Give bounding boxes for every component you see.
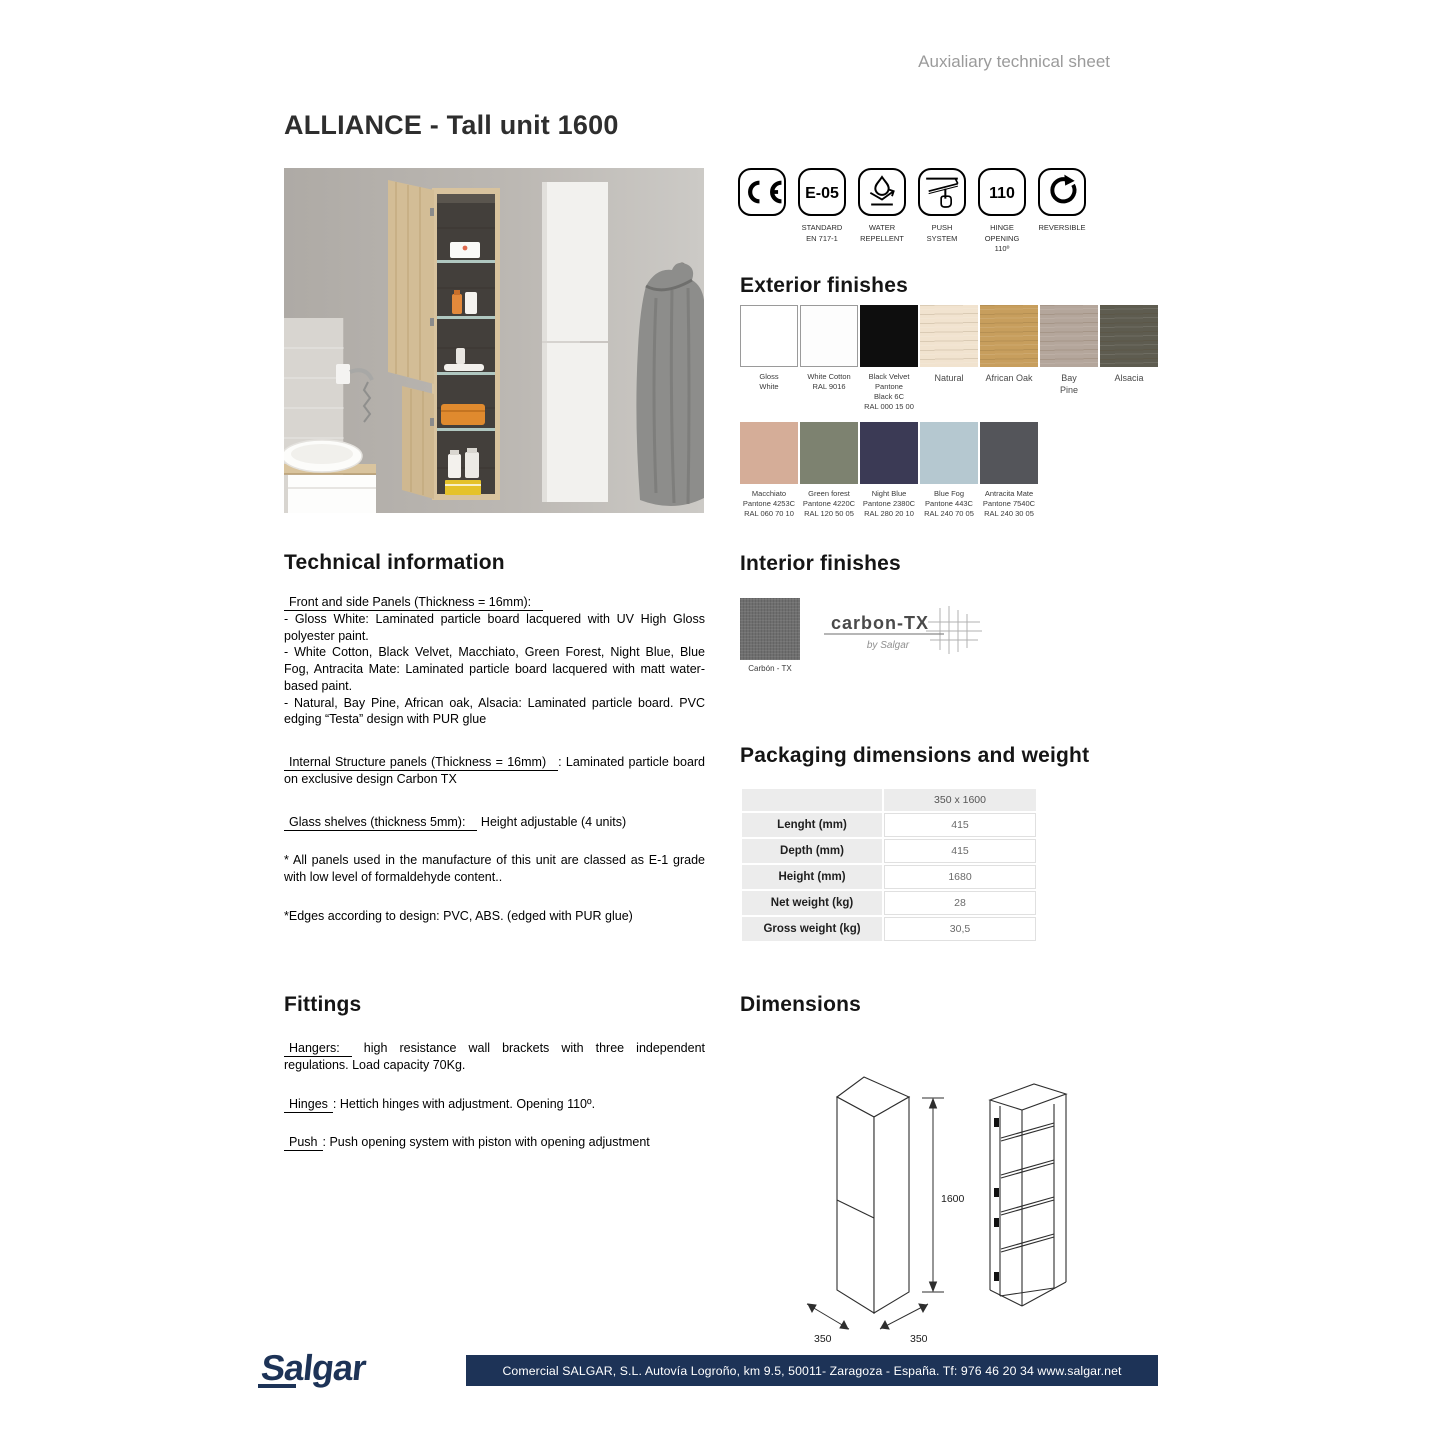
exterior-finishes-row2 [740, 422, 1038, 519]
fittings-body: Hangers: high resistance wall brackets with three independent regulations. Load capacity 70Kg. Hinges : Hettich hinges with adjustment. Opening 110º. Push : Push opening system with piston with opening adjustment [284, 1041, 705, 1150]
underlined-subheading: Front and side Panels (Thickness = 16mm): [284, 595, 543, 611]
finish-black-velvet: Black Velvet Pantone Black 6C RAL 000 15 00 [860, 305, 918, 413]
reversible-arrow-icon [1043, 173, 1081, 211]
dimensions-heading: Dimensions [740, 993, 862, 1016]
sheet-type-label: Auxialiary technical sheet [918, 52, 1110, 71]
finish-swatch [800, 305, 858, 367]
badge-reversible [1038, 168, 1086, 255]
badge-label: HINGE OPENING 110º [984, 223, 1020, 253]
finish-african-oak: African Oak [980, 305, 1038, 413]
badge-label: REVERSIBLE [1038, 223, 1086, 232]
technical-information-body: Front and side Panels (Thickness = 16mm): - Gloss White: Laminated particle board lacquered with UV High Gloss polyester paint. - White Cotton, Black Velvet, Macchiato, Green Forest, Night Blue, Blue Fog, Antracita Mate: Laminated particle board lacquered with matt water-based paint. - Natural, Bay Pine, African oak, Alsacia: Laminated particle board. PVC edging “Testa” design with PUR glue Internal Structure panels (Thickness = 16mm) : Laminated particle board on exclusive design Carbon TX Glass shelves (thickness 5mm): Height adjustable (4 units) * All panels used in the manufacture of this unit are classed as E-1 grade with low level of formaldehyde content.. *Edges according to design: PVC, ABS. (edged with PUR glue) [284, 595, 706, 923]
carbon-tx-label: Carbón - TX [748, 664, 792, 673]
exterior-finishes-heading: Exterior finishes [740, 274, 908, 297]
ce-mark-icon [740, 174, 784, 210]
row-label: Net weight (kg) [742, 891, 882, 915]
row-value: 1680 [884, 865, 1036, 889]
table-corner-cell [742, 789, 882, 811]
footer-address-bar [466, 1355, 1158, 1386]
badge-label: PUSH SYSTEM [926, 223, 958, 243]
svg-text:350: 350 [814, 1333, 832, 1345]
row-value: 415 [884, 813, 1036, 837]
underlined-subheading: Glass shelves (thickness 5mm): [284, 815, 477, 831]
interior-finishes-heading: Interior finishes [740, 552, 901, 575]
svg-text:350: 350 [910, 1333, 928, 1345]
svg-text:110: 110 [989, 185, 1015, 202]
packaging-table [740, 787, 1038, 943]
finish-blue-fog: Blue Fog Pantone 443C RAL 240 70 05 [920, 422, 978, 519]
e05-icon [801, 180, 843, 204]
finish-green-forest: Green forest Pantone 4220C RAL 120 50 05 [800, 422, 858, 519]
badge-water-repellent [858, 168, 906, 255]
finish-swatch [860, 422, 918, 484]
table-header-row [742, 789, 1036, 811]
salgar-logo [250, 1342, 410, 1394]
svg-text:carbon-TX: carbon-TX [830, 613, 930, 633]
svg-text:Salgar: Salgar [259, 1347, 368, 1388]
footer-address-text: Comercial SALGAR, S.L. Autovía Logroño, km 9.5, 50011- Zaragoza - España. Tf: 976 46 20 34 www.salgar.net [502, 1363, 1122, 1378]
table-row [742, 917, 1036, 941]
finish-natural: Natural [920, 305, 978, 413]
finish-white-cotton: White Cotton RAL 9016 [800, 305, 858, 413]
finish-swatch [740, 305, 798, 367]
badge-hinge-opening [978, 168, 1026, 255]
badge-ce [738, 168, 786, 255]
finish-swatch [1100, 305, 1158, 367]
wood-cabinet [388, 180, 500, 500]
finish-swatch [980, 422, 1038, 484]
row-label: Gross weight (kg) [742, 917, 882, 941]
packaging-heading: Packaging dimensions and weight [740, 744, 1090, 767]
exterior-finishes-row1 [740, 305, 1158, 413]
underlined-subheading: Hangers: [284, 1041, 352, 1057]
certification-badges [738, 168, 1086, 255]
row-label: Lenght (mm) [742, 813, 882, 837]
finish-swatch [980, 305, 1038, 367]
underlined-subheading: Hinges [284, 1097, 333, 1113]
white-cabinet [542, 182, 608, 502]
underlined-subheading: Internal Structure panels (Thickness = 16mm) [284, 755, 558, 771]
hinge-110-icon [981, 180, 1023, 204]
table-row [742, 813, 1036, 837]
finish-bay-pine: Bay Pine [1040, 305, 1098, 413]
finish-swatch [740, 422, 798, 484]
finish-swatch [1040, 305, 1098, 367]
table-row [742, 839, 1036, 863]
finish-night-blue: Night Blue Pantone 2380C RAL 280 20 10 [860, 422, 918, 519]
finish-macchiato: Macchiato Pantone 4253C RAL 060 70 10 [740, 422, 798, 519]
badge-label: WATER REPELLENT [860, 223, 904, 243]
finish-swatch [920, 305, 978, 367]
product-photo [284, 168, 704, 513]
row-label: Height (mm) [742, 865, 882, 889]
dimensions-drawing [752, 1020, 1112, 1350]
row-value: 415 [884, 839, 1036, 863]
row-value: 28 [884, 891, 1036, 915]
carbon-tx-logo [822, 604, 992, 658]
finish-swatch [860, 305, 918, 367]
finish-gloss-white: Gloss White [740, 305, 798, 413]
technical-information-heading: Technical information [284, 551, 505, 574]
water-drop-icon [862, 172, 902, 212]
bathrobe [636, 263, 704, 507]
row-label: Depth (mm) [742, 839, 882, 863]
table-row [742, 865, 1036, 889]
carbon-tx-swatch [740, 598, 800, 660]
fittings-heading: Fittings [284, 993, 362, 1016]
svg-text:1600: 1600 [941, 1193, 965, 1205]
push-hand-icon [922, 172, 962, 212]
table-row [742, 891, 1036, 915]
svg-text:by Salgar: by Salgar [866, 640, 910, 651]
table-size-header: 350 x 1600 [884, 789, 1036, 811]
finish-antracita-mate: Antracita Mate Pantone 7540C RAL 240 30 05 [980, 422, 1038, 519]
svg-text:E-05: E-05 [805, 185, 839, 202]
badge-push-system [918, 168, 966, 255]
row-value: 30,5 [884, 917, 1036, 941]
badge-label: STANDARD EN 717-1 [801, 223, 843, 243]
finish-swatch [920, 422, 978, 484]
page-title: ALLIANCE - Tall unit 1600 [284, 110, 619, 140]
underlined-subheading: Push [284, 1135, 323, 1151]
badge-standard [798, 168, 846, 255]
finish-swatch [800, 422, 858, 484]
finish-alsacia: Alsacia [1100, 305, 1158, 413]
